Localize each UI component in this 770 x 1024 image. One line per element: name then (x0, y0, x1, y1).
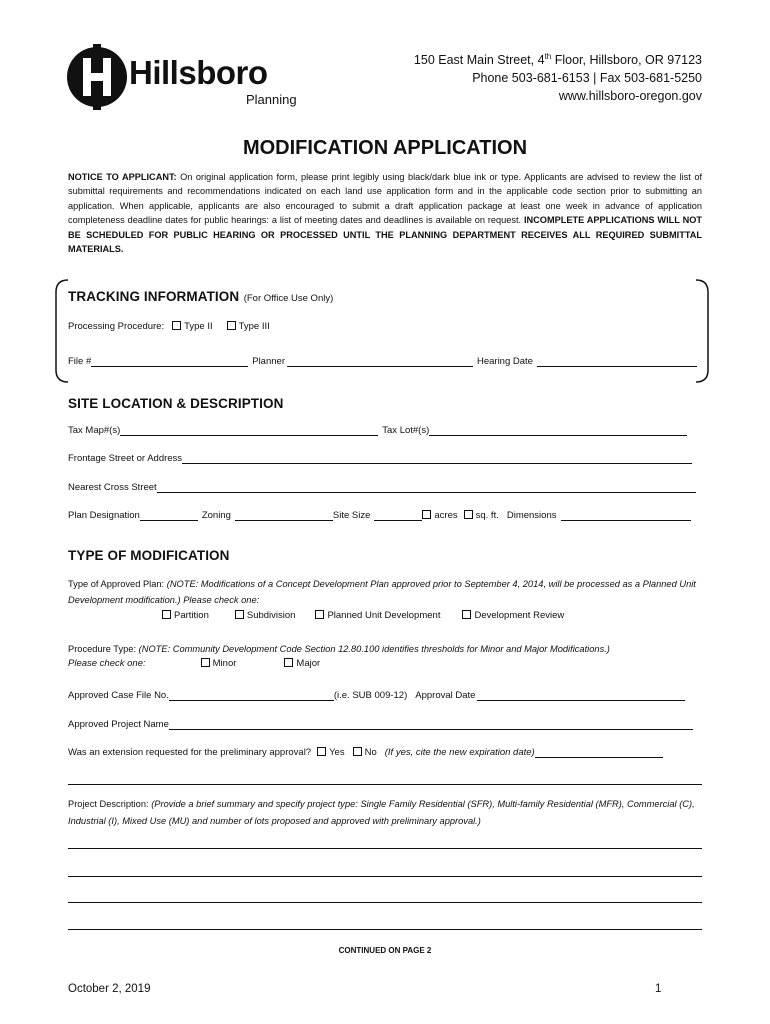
type-ii-checkbox[interactable]: Type II (172, 321, 213, 332)
logo (66, 44, 301, 110)
description-line-1[interactable] (68, 848, 702, 849)
logo-sub: Planning (246, 92, 297, 107)
description-line-2[interactable] (68, 876, 702, 877)
website-link[interactable]: www.hillsboro-oregon.gov (558, 89, 702, 104)
hearing-date-field[interactable] (537, 356, 697, 367)
type-iii-checkbox[interactable]: Type III (227, 321, 270, 332)
cross-street-field[interactable] (157, 482, 696, 493)
page-number: 1 (655, 983, 662, 995)
partition-checkbox[interactable]: Partition (162, 610, 209, 621)
procedure-options: Please check one: Minor Major (68, 658, 321, 669)
address-line: 150 East Main Street, 4th Floor, Hillsboro, OR 97123 (413, 52, 702, 68)
plan-row: Plan Designation Zoning Site Size acres sq. ft. Dimensions (68, 510, 691, 521)
notice-label: NOTICE TO APPLICANT: (68, 172, 177, 182)
case-file-row: Approved Case File No. (i.e. SUB 009-12) Approval Date (68, 690, 685, 701)
site-size-field[interactable] (374, 510, 422, 521)
case-file-field[interactable] (169, 690, 334, 701)
footer-date: October 2, 2019 (68, 983, 151, 995)
approval-date-field[interactable] (477, 690, 685, 701)
extension-row: Was an extension requested for the preliminary approval? Yes No (If yes, cite the new expiration date) (68, 747, 663, 758)
tracking-fields-row: File # Planner Hearing Date (68, 356, 697, 367)
tax-row: Tax Map#(s) Tax Lot#(s) (68, 425, 687, 436)
continued-note: CONTINUED ON PAGE 2 (338, 946, 432, 955)
acres-checkbox[interactable]: acres (422, 510, 457, 521)
frontage-row: Frontage Street or Address (68, 453, 692, 464)
zoning-field[interactable] (235, 510, 333, 521)
modification-heading: TYPE OF MODIFICATION (68, 548, 230, 563)
phone-fax: Phone 503-681-6153 | Fax 503-681-5250 (472, 71, 702, 86)
file-number-field[interactable] (91, 356, 248, 367)
page-title: MODIFICATION APPLICATION (242, 137, 528, 159)
description-line-3[interactable] (68, 902, 702, 903)
pud-checkbox[interactable]: Planned Unit Development (315, 610, 440, 621)
notice-paragraph: NOTICE TO APPLICANT: On original application form, please print legibly using black/dark blue ink or type. Applicants are advised to review the list of submittal requirements and recommendations indicated on each land use application form and in the applicable code section prior to submitting an application. When applicable, applicants are also encouraged to submit a draft application package at least one week in advance of application completeness deadline dates for public hearings: a list of meeting dates and deadlines is available on request. INCOMPLETE APPLICATIONS WILL NOT BE SCHEDULED FOR PUBLIC HEARING OR PROCESSED UNTIL THE PLANNING DEPARTMENT RECEIVES ALL REQUIRED SUBMITTAL MATERIALS. (68, 172, 702, 255)
extension-yes-checkbox[interactable]: Yes (317, 747, 345, 758)
extension-no-checkbox[interactable]: No (353, 747, 377, 758)
plan-type-options (162, 610, 564, 621)
frontage-field[interactable] (182, 453, 692, 464)
development-review-checkbox[interactable]: Development Review (462, 610, 564, 621)
plan-type-note: Type of Approved Plan: (NOTE: Modifications of a Concept Development Plan approved prior to September 4, 2014, will be processed as a Planned Unit Development modification.) Please check one: (68, 579, 696, 605)
notice-warning: INCOMPLETE APPLICATIONS WILL NOT BE SCHEDULED FOR PUBLIC HEARING OR PROCESSED UNTIL THE PLANNING DEPARTMENT RECEIVES ALL REQUIRED SUBMITTAL MATERIALS. (68, 215, 702, 255)
description-line-4[interactable] (68, 929, 702, 930)
processing-procedure-row: Processing Procedure: Type II Type III (68, 321, 270, 332)
extension-rule (68, 784, 702, 785)
tracking-heading: TRACKING INFORMATION (For Office Use Only) (68, 289, 334, 304)
project-description-note: Project Description: (Provide a brief summary and specify project type: Single Family Residential (SFR), Multi-family Residential (MFR), Commercial (C), Industrial (I), Mixed Use (MU) and number of lots proposed and approved with preliminary approval.) (68, 799, 695, 826)
sqft-checkbox[interactable]: sq. ft. (464, 510, 499, 521)
cross-street-row: Nearest Cross Street (68, 482, 696, 493)
planner-field[interactable] (287, 356, 473, 367)
expiration-date-field[interactable] (535, 747, 663, 758)
site-heading: SITE LOCATION & DESCRIPTION (68, 396, 284, 411)
project-name-field[interactable] (169, 719, 693, 730)
subdivision-checkbox[interactable]: Subdivision (235, 610, 296, 621)
tax-map-field[interactable] (120, 425, 378, 436)
logo-name: Hillsboro (129, 54, 268, 91)
address-block (414, 48, 702, 105)
dimensions-field[interactable] (561, 510, 691, 521)
major-checkbox[interactable]: Major (284, 658, 320, 669)
tax-lot-field[interactable] (429, 425, 687, 436)
plan-designation-field[interactable] (140, 510, 198, 521)
project-name-row: Approved Project Name (68, 719, 693, 730)
minor-checkbox[interactable]: Minor (201, 658, 237, 669)
hillsboro-logo-icon (66, 44, 128, 110)
procedure-type-note: Procedure Type: (NOTE: Community Development Code Section 12.80.100 identifies thresholds for Minor and Major Modifications.) (68, 644, 610, 654)
